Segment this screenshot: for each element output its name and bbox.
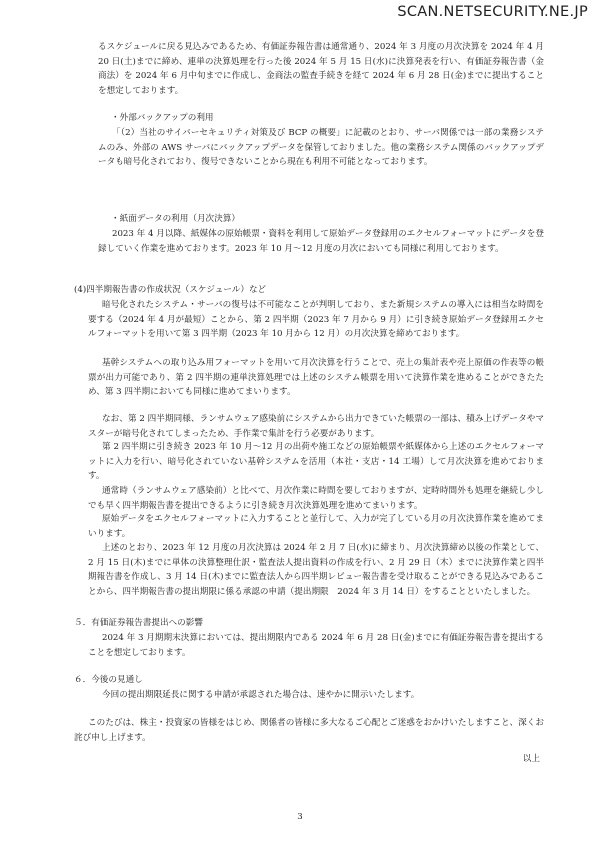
paper-text: 2023 年 4 月以降、紙媒体の原始帳票・資料を利用して原始データ登録用のエクセルフォーマットにデータを登録していく作業を進めております。2023 年 10 月～12 月度の月次においても同様に利用しております。 — [98, 229, 544, 254]
page-number: 3 — [297, 812, 303, 822]
quarterly-paragraph-6: 原始データをエクセルフォーマットに入力することと並行して、入力が完了している月の月次決算作業を進めてまいります。 — [88, 514, 544, 539]
closing-mark: 以上 — [522, 754, 540, 764]
impact-heading: ５．有価証券報告書提出への影響 — [74, 618, 203, 628]
intro-paragraph: るスケジュールに戻る見込みであるため、有価証券報告書は通常通り、2024 年 3 月度の月次決算を 2024 年 4 月 20 日(土)までに締め、連単の決算処理を行った後 2024 年 5 月 15 日(水)に決算発表を行い、有価証券報告書（金商法）を 2024 年 6 月中旬までに作成し、金商法の監査手続きを経て 2024 年 6 月 28 日(金)までに提出することを想定しております。 — [98, 42, 544, 96]
quarterly-heading: (4)四半期報告書の作成状況（スケジュール）など — [74, 285, 267, 295]
apology-paragraph: このたびは、株主・投資家の皆様をはじめ、関係者の皆様に多大なるご心配とご迷惑をおかけいたしますこと、深くお詫び申し上げます。 — [74, 718, 544, 743]
quarterly-paragraph-1: 暗号化されたシステム・サーバの復号は不可能なことが判明しており、また新規システムの導入には相当な時間を要する（2024 年 4 月が最短）ことから、第 2 四半期（2023 年 7 月から 9 月）に引き続き原始データ登録用エクセルフォーマットを用いて第 3 四半期（2023 年 10 月から 12 月）の月次決算を締めております。 — [88, 300, 544, 340]
paper-heading: ・紙面データの利用（月次決算） — [111, 214, 240, 224]
impact-text: 2024 年 3 月期期末決算においては、提出期限内である 2024 年 6 月 28 日(金)までに有価証券報告書を提出することを想定しております。 — [88, 633, 544, 658]
outlook-text: 今回の提出期限延長に関する申請が承認された場合は、速やかに開示いたします。 — [102, 690, 420, 700]
site-watermark: SCAN.NETSECURITY.NE.JP — [397, 4, 588, 20]
quarterly-paragraph-7: 上述のとおり、2023 年 12 月度の月次決算は 2024 年 2 月 7 日(水)に締まり、月次決算締め以後の作業として、2 月 15 日(木)までに単体の決算整理仕訳・監査法人提出資料の作成を行い、2 月 29 日（木）までに決算作業と四半期報告書を作成し、3 月 14 日(木)までに監査法人から四半期レビュー報告書を受け取ることができる見込みであることから、四半期報告書の提出期限に係る承認の申請（提出期限 2024 年 3 月 14 日）をすることといたしました。 — [88, 543, 544, 597]
quarterly-paragraph-3: なお、第 2 四半期同様、ランサムウェア感染前にシステムから出力できていた帳票の一部は、積み上げデータやマスターが暗号化されてしまったため、手作業で集計を行う必要があります。 — [88, 414, 544, 439]
backup-text: 「（2）当社のサイバーセキュリティ対策及び BCP の概要」に記載のとおり、サーバ関係では一部の業務システムのみ、外部の AWS サーバにバックアップデータを保管しておりました。他の業務システム関係のバックアップデータも暗号化されており、復号できないことから現在も利用不可能となっております。 — [98, 128, 544, 168]
outlook-heading: ６．今後の見通し — [74, 675, 143, 685]
quarterly-paragraph-2: 基幹システムへの取り込み用フォーマットを用いて月次決算を行うことで、売上の集計表や売上原価の作表等の帳票が出力可能であり、第 2 四半期の連単決算処理では上述のシステム帳票を用いて決算作業を進めることができたため、第 3 四半期においても同様に進めてまいります。 — [88, 358, 544, 398]
backup-heading: ・外部バックアップの利用 — [111, 113, 214, 123]
quarterly-paragraph-5: 通常時（ランサムウェア感染前）と比べて、月次作業に時間を要しておりますが、定時時間外も処理を継続し少しでも早く四半期報告書を提出できるように引き続き月次決算処理を進めてまいります。 — [88, 486, 544, 511]
quarterly-paragraph-4: 第 2 四半期に引き続き 2023 年 10 月～12 月の出荷や施工などの原始帳票や紙媒体から上述のエクセルフォーマットに入力を行い、暗号化されていない基幹システムを活用（本社・支店・14 工場）して月次決算を進めております。 — [88, 442, 544, 482]
